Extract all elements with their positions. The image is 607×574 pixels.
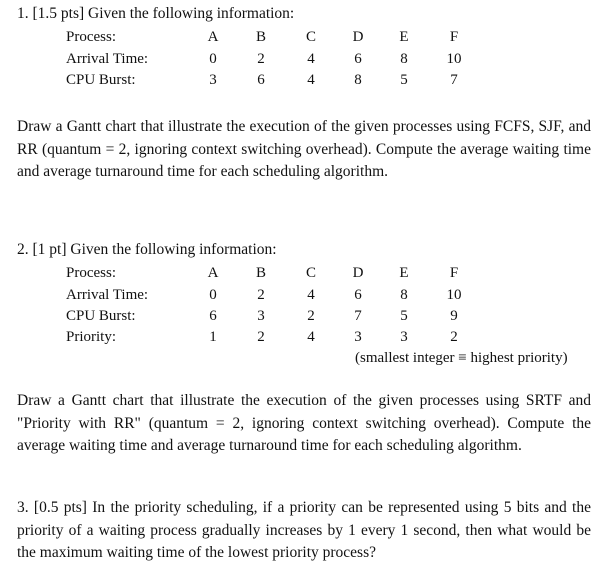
q2-heading: 2. [1 pt] Given the following information: (17, 241, 277, 258)
q1-cell: 6 (257, 72, 265, 88)
q2-cell: A (207, 265, 219, 281)
q2-cell: 0 (209, 287, 217, 303)
q1-label-arrival: Arrival Time: (66, 51, 149, 67)
q1-cell: 4 (307, 51, 315, 67)
q1-cell: 4 (307, 72, 315, 88)
q2-label-burst: CPU Burst: (66, 308, 136, 324)
q1-heading: 1. [1.5 pts] Given the following information: (17, 5, 295, 22)
q1-cell: D (352, 29, 364, 45)
q2-cell: 2 (257, 329, 265, 345)
q2-cell: C (305, 265, 316, 281)
q1-cell: 8 (400, 51, 408, 67)
q2-cell: 8 (400, 287, 408, 303)
q2-cell: 2 (257, 287, 265, 303)
q2-cell: 10 (446, 287, 462, 303)
q2-cell: E (399, 265, 409, 281)
q2-cell: 9 (450, 308, 458, 324)
q2-cell: 2 (450, 329, 458, 345)
q2-label-process: Process: (66, 265, 116, 281)
q2-paragraph: Draw a Gantt chart that illustrate the execution of the given processes using SRTF and "Priority with RR" (quantum = 2, ignoring context switching overhead). Compute the average waiting time and average turnaround time for each scheduling algorithm. (17, 392, 591, 454)
q2-cell: 6 (209, 308, 217, 324)
q1-cell: 10 (446, 51, 462, 67)
q3-paragraph: 3. [0.5 pts] In the priority scheduling, if a priority can be represented using 5 bits and the priority of a waiting process gradually increases by 1 every 1 second, then what would be the maximum waiting time of the lowest priority process? (17, 499, 591, 561)
q1-cell: A (207, 29, 219, 45)
q2-cell: 3 (257, 308, 265, 324)
q1-cell: 6 (354, 51, 362, 67)
q1-cell: B (255, 29, 266, 45)
q2-cell: 7 (354, 308, 362, 324)
q2-label-priority: Priority: (66, 329, 117, 345)
q2-cell: 4 (307, 287, 315, 303)
q2-cell: 2 (307, 308, 315, 324)
q2-priority-note: (smallest integer ≡ highest priority) (355, 350, 568, 366)
q1-cell: E (399, 29, 409, 45)
q2-cell: 3 (400, 329, 408, 345)
q1-cell: 8 (354, 72, 362, 88)
q2-cell: 3 (354, 329, 362, 345)
q2-cell: 6 (354, 287, 362, 303)
q1-paragraph: Draw a Gantt chart that illustrate the execution of the given processes using FCFS, SJF, and RR (quantum = 2, ignoring context switching overhead). Compute the average waiting time and average turnaround time for each scheduling algorithm. (17, 118, 591, 180)
q1-cell: F (449, 29, 459, 45)
q1-cell: 5 (400, 72, 408, 88)
q2-cell: B (255, 265, 266, 281)
q1-cell: C (305, 29, 316, 45)
q2-cell: 4 (307, 329, 315, 345)
q1-cell: 3 (209, 72, 217, 88)
q2-label-arrival: Arrival Time: (66, 287, 149, 303)
q1-cell: 2 (257, 51, 265, 67)
q1-cell: 7 (450, 72, 458, 88)
q1-label-burst: CPU Burst: (66, 72, 136, 88)
q2-cell: F (449, 265, 459, 281)
q1-label-process: Process: (66, 29, 116, 45)
q1-cell: 0 (209, 51, 217, 67)
q2-cell: D (352, 265, 364, 281)
q2-cell: 5 (400, 308, 408, 324)
q2-cell: 1 (209, 329, 217, 345)
